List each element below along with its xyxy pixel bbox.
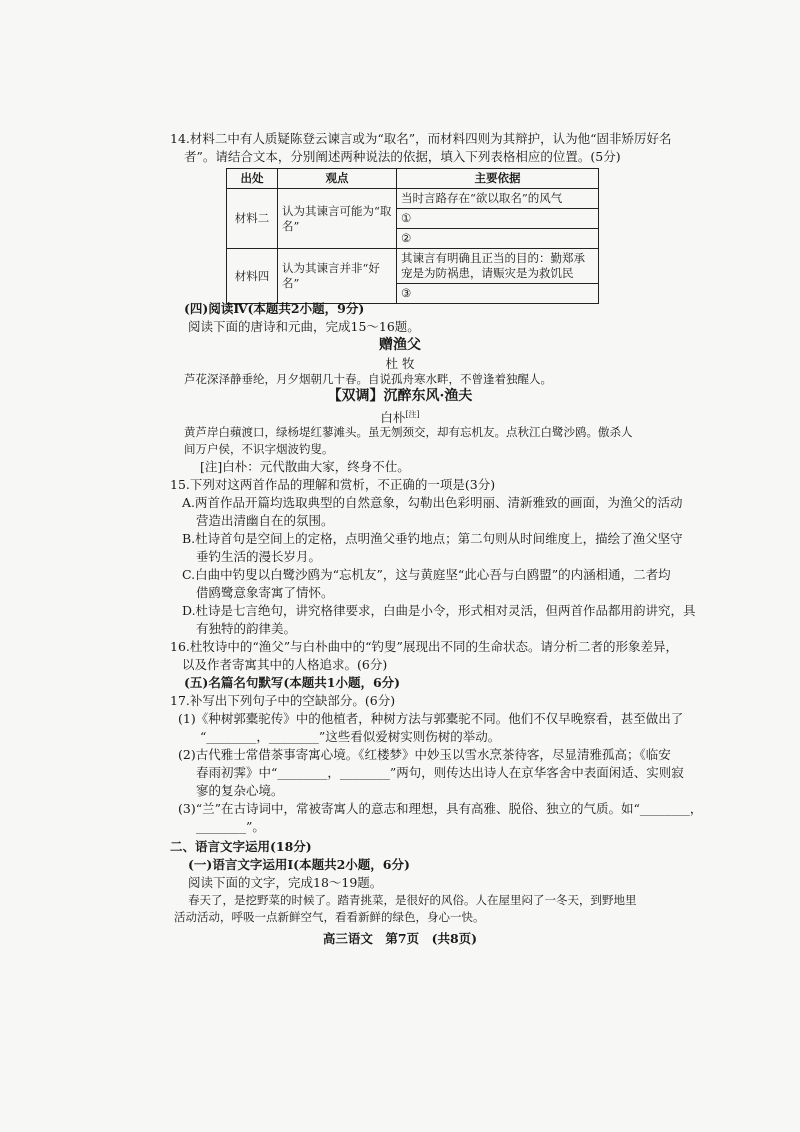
part2-heading: 二、语言文字运用(18分) <box>170 839 312 854</box>
q17-item2-line2: 春雨初霁》中“________，________”两句，则传达出诗人在京华客舍中表面闲适、实则寂 <box>196 765 684 780</box>
table-header-source: 出处 <box>227 169 278 189</box>
poem1-title: 赠渔父 <box>379 337 421 353</box>
row1-view: 认为其谏言可能为“取名” <box>278 189 397 249</box>
page-footer: 高三语文 第7页 (共8页) <box>322 931 478 946</box>
q15-option-a-line1: A.两首作品开篇均选取典型的自然意象，勾勒出色彩明丽、清新雅致的画面，为渔父的活动 <box>182 495 683 510</box>
poem2-annotation: [注]白朴：元代散曲大家，终身不仕。 <box>200 459 410 474</box>
part2-paragraph-line2: 活动活动，呼吸一点新鲜空气，看看新鲜的绿色，身心一快。 <box>174 910 485 924</box>
q15-option-c-line2: 借鸥鹭意象寄寓了情怀。 <box>196 585 334 600</box>
q15-option-d-line1: D.杜诗是七言绝句，讲究格律要求，白曲是小令，形式相对灵活，但两首作品都用韵讲究，具 <box>182 603 696 618</box>
q17-item1-line2: “________，________”这些看似爱树实则伤树的举动。 <box>200 729 501 744</box>
poem2-author: 白朴 <box>380 410 406 426</box>
row2-source: 材料四 <box>227 249 278 304</box>
poem1-author: 杜 牧 <box>385 356 415 371</box>
q17-item2-line1: (2)古代雅士常借茶事寄寓心境。《红楼梦》中妙玉以雪水烹茶待客，尽显清雅孤高；《临安 <box>178 747 671 762</box>
row1-basis-1: 当时言路存在“欲以取名”的风气 <box>397 189 599 209</box>
poem1-text: 芦花深泽静垂纶，月夕烟朝几十春。自说孤舟寒水畔，不曾逢着独醒人。 <box>184 372 552 386</box>
row1-basis-3: ② <box>397 229 599 249</box>
q17-item3-line1: (3)“兰”在古诗词中，常被寄寓人的意志和理想，具有高雅、脱俗、独立的气质。如“________， <box>178 801 703 816</box>
q17-item3-line2: ________”。 <box>196 819 265 834</box>
poem2-title: 【双调】沉醉东风·渔夫 <box>327 388 473 404</box>
q14-stem-line1: 14.材料二中有人质疑陈登云谏言或为“取名”，而材料四则为其辩护，认为他“固非矫厉好名 <box>170 131 672 146</box>
part2-subheading: (一)语言文字运用Ⅰ(本题共2小题，6分) <box>188 857 410 872</box>
q14-stem-line2: 者”。请结合文本，分别阐述两种说法的依据，填入下列表格相应的位置。(5分) <box>184 149 621 164</box>
q15-option-b-line1: B.杜诗首句是空间上的定格，点明渔父垂钓地点；第二句则从时间维度上，描绘了渔父坚守 <box>182 531 683 546</box>
q17-stem: 17.补写出下列句子中的空缺部分。(6分) <box>170 693 396 708</box>
poem2-line1: 黄芦岸白蘋渡口，绿杨堤红蓼滩头。虽无刎颈交，却有忘机友。点秋江白鹭沙鸥。傲杀人 <box>184 425 633 439</box>
row1-source: 材料二 <box>227 189 278 249</box>
q15-option-d-line2: 有独特的韵律美。 <box>196 621 297 636</box>
q17-item1-line1: (1)《种树郭橐驼传》中的他植者，种树方法与郭橐驼不同。他们不仅早晚察看，甚至做出了 <box>178 711 684 726</box>
section4-heading: (四)阅读Ⅳ(本题共2小题，9分) <box>184 301 365 316</box>
table-header-view: 观点 <box>278 169 397 189</box>
q16-stem-line1: 16.杜牧诗中的“渔父”与白朴曲中的“钓叟”展现出不同的生命状态。请分析二者的形象差异， <box>170 639 678 654</box>
section5-heading: (五)名篇名句默写(本题共1小题，6分) <box>184 675 401 690</box>
section4-intro: 阅读下面的唐诗和元曲，完成15～16题。 <box>188 319 420 334</box>
q17-item2-line3: 寥的复杂心境。 <box>196 783 284 798</box>
row2-basis-1: 其谏言有明确且正当的目的：勤郑承宠是为防祸患，请赈灾是为救饥民 <box>397 249 599 284</box>
poem2-note-mark: [注] <box>405 410 420 419</box>
q15-option-c-line1: C.白曲中钓叟以白鹭沙鸥为“忘机友”，这与黄庭坚“此心吾与白鸥盟”的内涵相通，二者均 <box>182 567 671 582</box>
q15-stem: 15.下列对这两首作品的理解和赏析，不正确的一项是(3分) <box>170 477 496 492</box>
q14-table <box>226 168 599 304</box>
q15-option-a-line2: 营造出清幽自在的氛围。 <box>196 513 334 528</box>
part2-paragraph-line1: 春天了，是挖野菜的时候了。踏青挑菜，是很好的风俗。人在屋里闷了一冬天，到野地里 <box>188 893 637 907</box>
q16-stem-line2: 以及作者寄寓其中的人格追求。(6分) <box>182 657 388 672</box>
part2-intro: 阅读下面的文字，完成18～19题。 <box>188 875 383 890</box>
poem2-line2: 间万户侯，不识字烟波钓叟。 <box>184 442 334 456</box>
row1-basis-2: ① <box>397 209 599 229</box>
row2-view: 认为其谏言并非“好名” <box>278 249 397 304</box>
table-header-basis: 主要依据 <box>397 169 599 189</box>
row2-basis-2: ③ <box>397 284 599 304</box>
q15-option-b-line2: 垂钓生活的漫长岁月。 <box>196 549 322 564</box>
